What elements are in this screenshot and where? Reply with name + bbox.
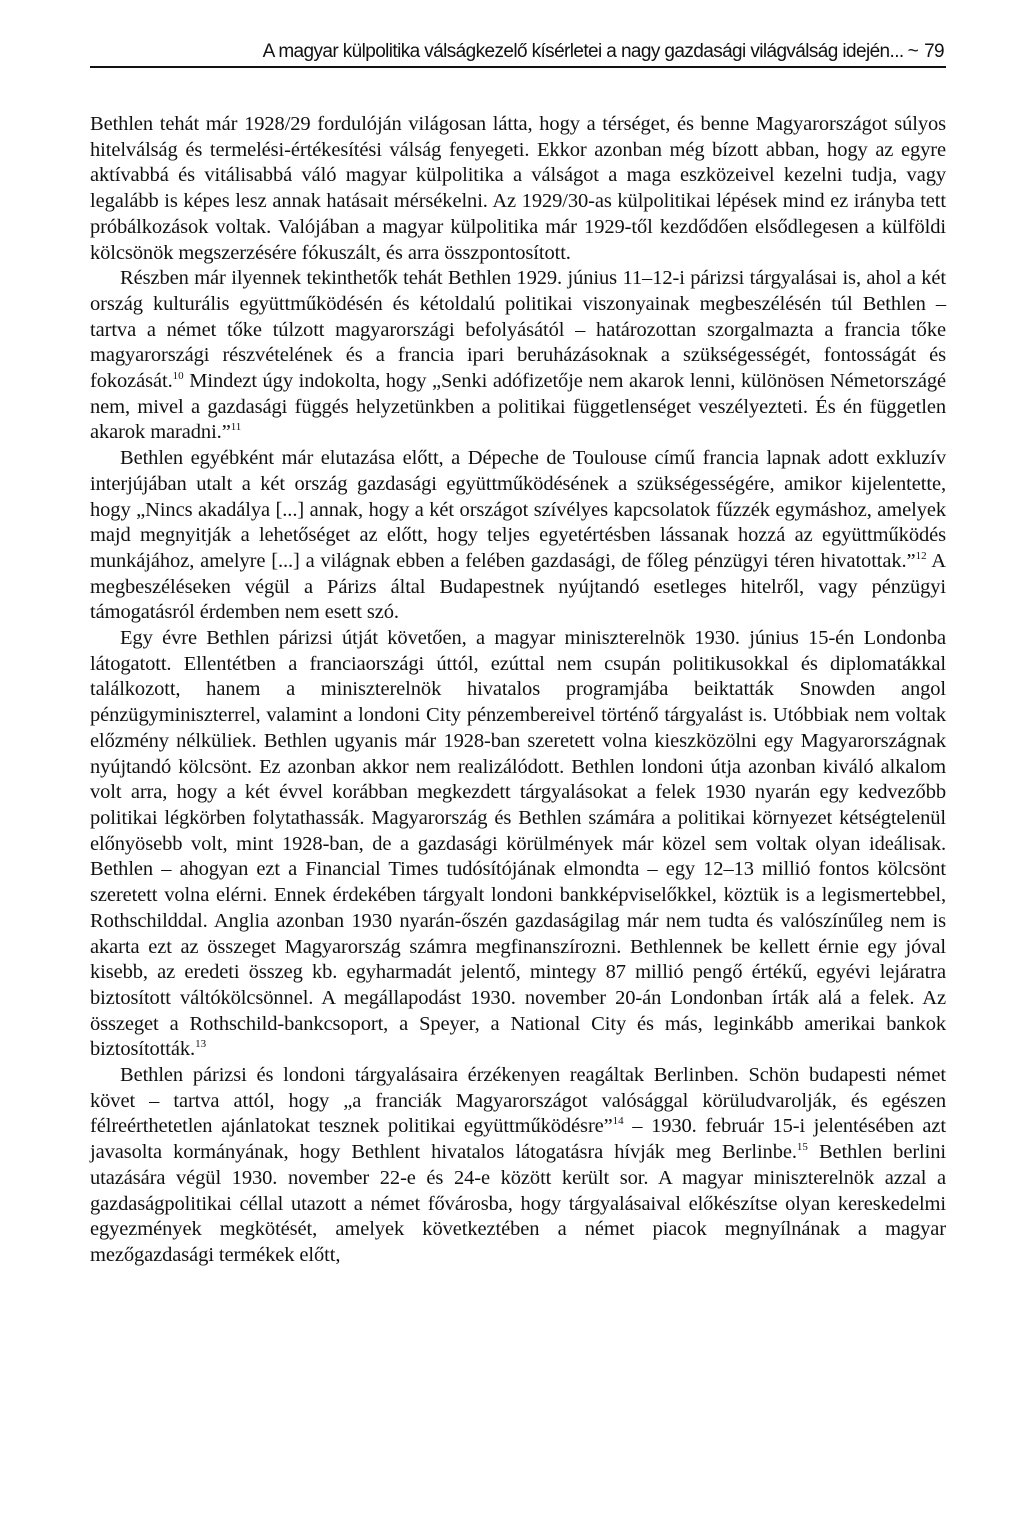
body-text xyxy=(90,112,946,1269)
paragraph-text: Egy évre Bethlen párizsi útját követően, a magyar miniszterelnök 1930. június 15-én Londonba látogatott. Ellentétben a franciaországi úttól, ezúttal nem csupán politikusokkal és diplomatákkal találkozott, hanem a miniszterelnök hivatalos programjába beiktatták Snowden angol pénzügyminiszterrel, valamint a londoni City pénzembereivel történő tárgyalást is. Utóbbiak nem voltak előzmény nélküliek. Bethlen ugyanis már 1928-ban szeretett volna kieszközölni egy Magyarországnak nyújtandó kölcsönt. Ez azonban akkor nem realizálódott. Bethlen londoni útja azonban kiváló alkalom volt arra, hogy a két évvel korábban megkezdett tárgyalásokat a felek 1930 nyarán egy kedvezőbb politikai légkörben folytathassák. Magyarország és Bethlen számára a politikai környezet kétségtelenül előnyösebb volt, mint 1928-ban, de a gazdasági körülmények már közel sem voltak olyan ideálisak. Bethlen – ahogyan ezt a Financial Times tudósítójának elmondta – egy 12–13 millió fontos kölcsönt szeretett volna elérni. Ennek érdekében tárgyalt londoni bankképviselőkkel, köztük is a legismertebbel, Rothschilddal. Anglia azonban 1930 nyarán-őszén gazdaságilag már nem tudta és valószínűleg nem is akarta ezt az összeget Magyarország számra megfinanszírozni. Bethlennek be kellett érnie egy jóval kisebb, az eredeti összeg kb. egyharmadát jelentő, mintegy 87 millió pengő értékű, egyévi lejáratra biztosított váltókölcsönnel. A megállapodást 1930. november 20-án Londonban írták alá a felek. Az összeget a Rothschild-bankcsoport, a Speyer, a National City és más, leginkább amerikai bankok biztosították. xyxy=(90,627,946,1061)
header-separator: ~ xyxy=(907,41,919,62)
paragraph xyxy=(90,1063,946,1269)
paragraph-text: – 1930. február 15-i jelentésében azt javasolta kormányának, hogy Bethlent hivatalos látogatásra hívják meg Berlinbe. xyxy=(90,1115,946,1164)
paragraph-text: Részben már ilyennek tekinthetők tehát Bethlen 1929. június 11–12-i párizsi tárgyalásai is, ahol a két ország kulturális együttműködésén és kétoldalú politikai viszonyainak megbeszélésén túl Bethlen – tartva a német tőke túlzott magyarországi befolyásától – határozottan szorgalmazta a francia tőke magyarországi részvételének és a francia ipari beruházásoknak a szükségességét, fontosságát és fokozását. xyxy=(90,267,946,393)
running-header xyxy=(90,38,946,68)
footnote-ref: 14 xyxy=(612,1115,624,1128)
footnote-ref: 10 xyxy=(172,370,184,383)
running-header-title: A magyar külpolitika válságkezelő kísérletei a nagy gazdasági világválság idején... xyxy=(262,41,904,62)
paragraph-text: Bethlen egyébként már elutazása előtt, a Dépeche de Toulouse című francia lapnak adott exkluzív interjújában utalt a két ország gazdasági együttműködésének a szükségességére, amikor kijelentette, hogy „Nincs akadálya [...] annak, hogy a két országot szívélyes kapcsolatok fűzzék egymáshoz, amelyek majd megnyitják a lehetőséget az előtt, hogy teljes egyetértésben lássanak hozzá az együttműködés munkájához, amelyre [...] a világnak ebben a felében gazdasági, de főleg pénzügyi téren hivatottak.” xyxy=(90,447,946,572)
paragraph-text: Mindezt úgy indokolta, hogy „Senki adófizetője nem akarok lenni, különösen Németországé nem, mivel a gazdasági függés helyzetünkben a politikai függetlenséget veszélyezteti. És én független akarok maradni.” xyxy=(90,370,946,444)
paragraph xyxy=(90,446,946,626)
document-page xyxy=(90,38,946,1269)
footnote-ref: 13 xyxy=(195,1038,207,1051)
paragraph xyxy=(90,112,946,266)
paragraph-text: Bethlen berlini utazására végül 1930. november 22-e és 24-e között került sor. A magyar miniszterelnök azzal a gazdaságpolitikai céllal utazott a német fővárosba, hogy tárgyalásaival előkészítse olyan kereskedelmi egyezmények megkötését, amelyek következtében a német piacok megnyílnának a magyar mezőgazdasági termékek előtt, xyxy=(90,1141,946,1266)
footnote-ref: 12 xyxy=(915,550,927,563)
paragraph-text: Bethlen tehát már 1928/29 fordulóján világosan látta, hogy a térséget, és benne Magyarországot súlyos hitelválság és termelési-értékesítési válság fenyegeti. Ekkor azonban még bízott abban, hogy az egyre aktívabbá és vitálisabbá váló magyar külpolitika a válságot a maga eszközeivel kezelni tudja, vagy legalább is képes lesz annak hatásait mérsékelni. Az 1929/30-as külpolitikai lépések mind ez irányba tett próbálkozások voltak. Valójában a magyar külpolitika már 1929-től kezdődően elsődlegesen a külföldi kölcsönök megszerzésére fókuszált, és arra összpontosított. xyxy=(90,113,946,264)
paragraph-text: A megbeszéléseken végül a Párizs által Budapestnek nyújtandó esetleges hitelről, vagy pénzügyi támogatásról érdemben nem esett szó. xyxy=(90,549,946,624)
paragraph xyxy=(90,266,946,446)
paragraph xyxy=(90,626,946,1063)
paragraph-text: Bethlen párizsi és londoni tárgyalásaira érzékenyen reagáltak Berlinben. Schön budapesti német követ – tartva attól, hogy „a franciák Magyarországot valósággal körüludvarolják, és egészen félreérthetetlen ajánlatokat tesznek politikai együttműködésre” xyxy=(90,1064,946,1138)
footnote-ref: 11 xyxy=(230,421,242,434)
footnote-ref: 15 xyxy=(796,1141,808,1154)
page-number: 79 xyxy=(924,41,944,62)
